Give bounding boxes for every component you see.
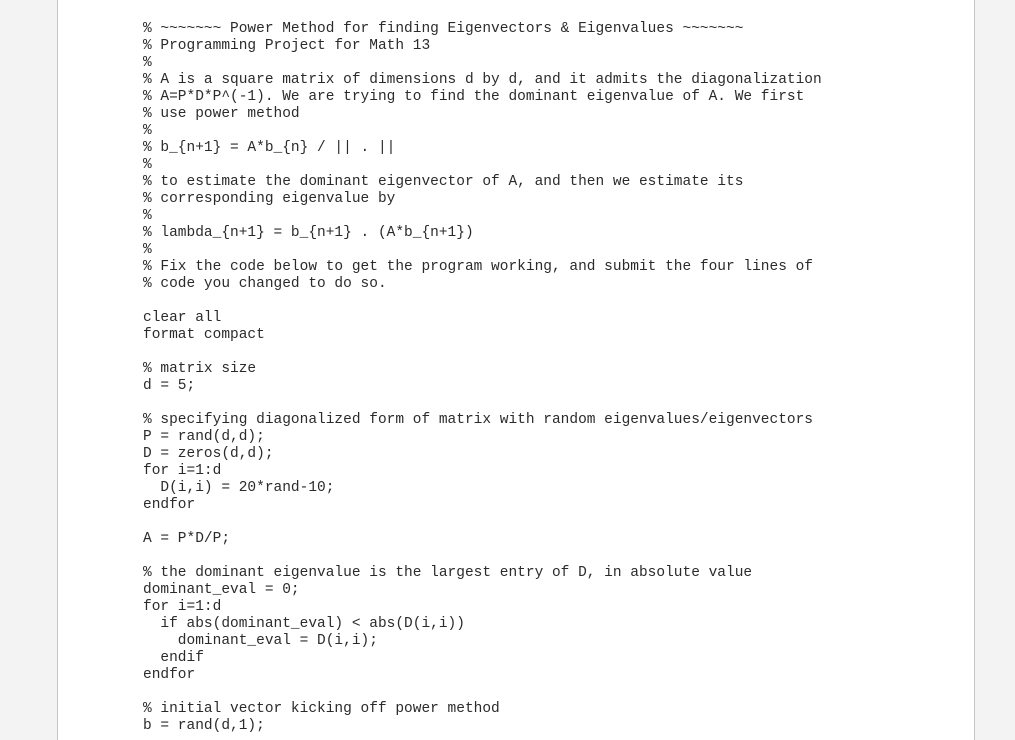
code-line: d = 5;: [143, 378, 196, 394]
blank-line: [143, 344, 822, 361]
comment-line: % A=P*D*P^(-1). We are trying to find the dominant eigenvalue of A. We first: [143, 89, 805, 105]
comment-line: % ~~~~~~~ Power Method for finding Eigenvectors & Eigenvalues ~~~~~~~: [143, 21, 744, 37]
comment-line: % specifying diagonalized form of matrix with random eigenvalues/eigenvectors: [143, 412, 814, 428]
code-line: D(i,i) = 20*rand-10;: [143, 480, 335, 496]
code-line: P = rand(d,d);: [143, 429, 265, 445]
comment-line: % Fix the code below to get the program working, and submit the four lines of: [143, 259, 814, 275]
code-line: D = zeros(d,d);: [143, 446, 274, 462]
comment-line: % b_{n+1} = A*b_{n} / || . ||: [143, 140, 396, 156]
comment-line: % A is a square matrix of dimensions d by d, and it admits the diagonalization: [143, 72, 822, 88]
blank-line: [143, 293, 822, 310]
blank-line: [143, 395, 822, 412]
comment-line: %: [143, 55, 152, 71]
comment-line: %: [143, 157, 152, 173]
document-page: [57, 0, 975, 740]
code-line: clear all: [143, 310, 222, 326]
comment-line: % lambda_{n+1} = b_{n+1} . (A*b_{n+1}): [143, 225, 474, 241]
code-line: for i=1:d: [143, 599, 222, 615]
code-line: dominant_eval = 0;: [143, 582, 300, 598]
comment-line: % code you changed to do so.: [143, 276, 387, 292]
comment-line: %: [143, 208, 152, 224]
comment-line: %: [143, 123, 152, 139]
comment-line: % Programming Project for Math 13: [143, 38, 431, 54]
code-listing: [143, 21, 822, 735]
comment-line: % initial vector kicking off power method: [143, 701, 500, 717]
comment-line: % use power method: [143, 106, 300, 122]
comment-line: % matrix size: [143, 361, 257, 377]
comment-line: % to estimate the dominant eigenvector of A, and then we estimate its: [143, 174, 744, 190]
comment-line: % corresponding eigenvalue by: [143, 191, 396, 207]
code-line: if abs(dominant_eval) < abs(D(i,i)): [143, 616, 465, 632]
blank-line: [143, 514, 822, 531]
code-line: endif: [143, 650, 204, 666]
code-line: endfor: [143, 497, 196, 513]
code-line: for i=1:d: [143, 463, 222, 479]
code-line: dominant_eval = D(i,i);: [143, 633, 378, 649]
code-line: format compact: [143, 327, 265, 343]
comment-line: %: [143, 242, 152, 258]
blank-line: [143, 548, 822, 565]
comment-line: % the dominant eigenvalue is the largest entry of D, in absolute value: [143, 565, 753, 581]
blank-line: [143, 684, 822, 701]
code-line: b = rand(d,1);: [143, 718, 265, 734]
code-line: endfor: [143, 667, 196, 683]
code-line: A = P*D/P;: [143, 531, 231, 547]
